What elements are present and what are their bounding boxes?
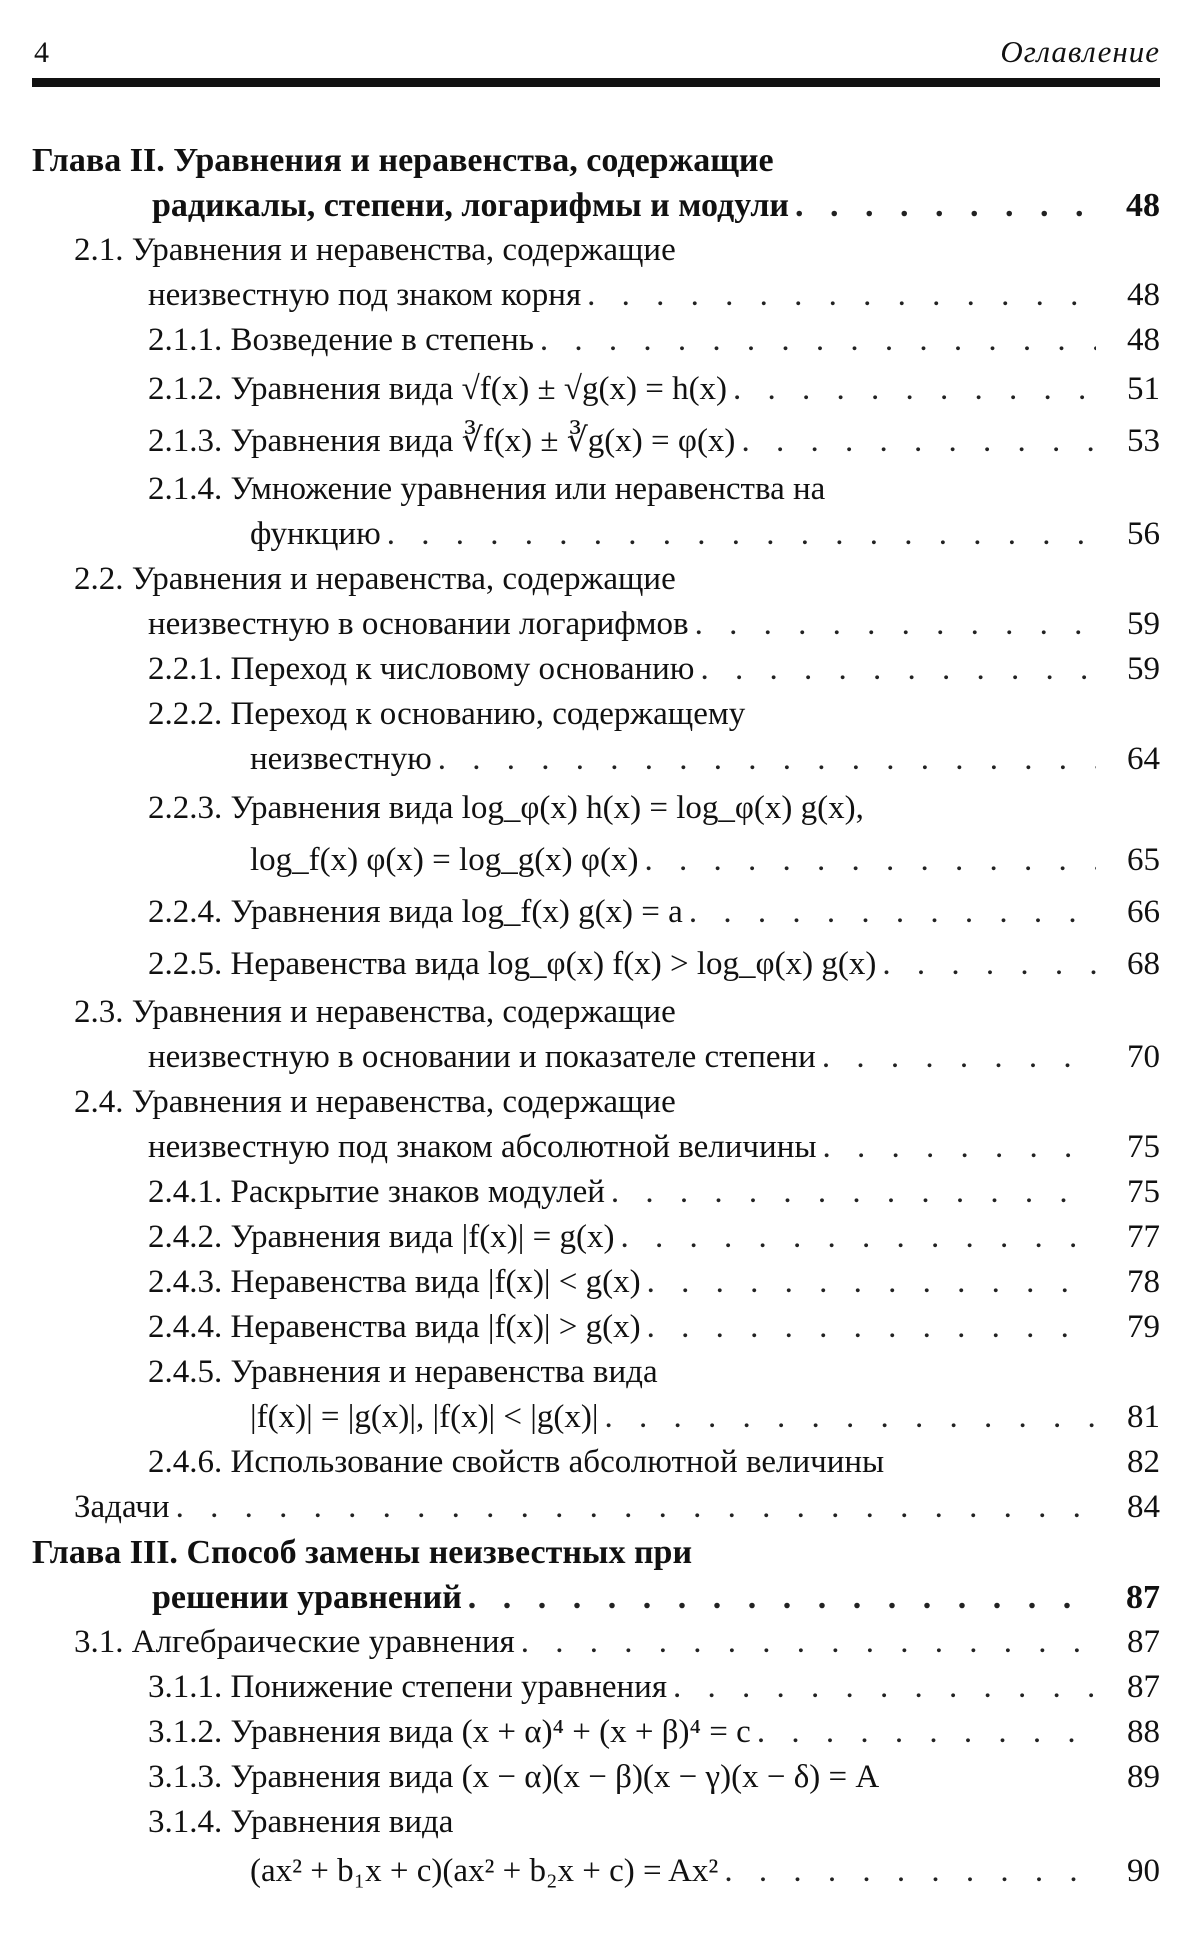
header-rule xyxy=(32,78,1160,87)
toc-entry-number: 2.3. xyxy=(74,994,124,1030)
toc-entry-page: 48 xyxy=(1127,277,1160,313)
toc-entry-page: 88 xyxy=(1127,1714,1160,1750)
toc-entry-page: 78 xyxy=(1127,1264,1160,1300)
toc-entry-page: 89 xyxy=(1127,1759,1160,1795)
toc-entry-page: 64 xyxy=(1127,741,1160,777)
toc-entry-title: Неравенства вида |f(x)| < g(x) xyxy=(230,1264,641,1300)
toc-entry-number: 2.1.1. xyxy=(148,322,223,358)
toc-entry[interactable] xyxy=(32,1845,1160,1897)
toc-entry[interactable] xyxy=(32,1800,1160,1845)
dot-leader xyxy=(757,1710,1096,1755)
toc-entry-number: 2.2.2. xyxy=(148,696,223,732)
toc-entry-number: 3.1.3. xyxy=(148,1759,223,1795)
toc-entry-title: Задачи xyxy=(74,1489,170,1525)
toc-entry-number: 2.2.5. xyxy=(148,946,223,982)
toc-entry-page: 82 xyxy=(1127,1444,1160,1480)
toc-entry[interactable] xyxy=(32,1665,1160,1710)
toc-entry[interactable] xyxy=(32,782,1160,834)
dot-leader xyxy=(521,1620,1096,1665)
toc-entry-page: 51 xyxy=(1127,371,1160,407)
page-number: 4 xyxy=(34,36,49,69)
toc-entry-title: решении уравнений xyxy=(152,1579,462,1616)
toc-entry[interactable] xyxy=(32,692,1160,737)
toc-entry-number: 2.4.2. xyxy=(148,1219,223,1255)
toc-entry[interactable] xyxy=(32,602,1160,647)
toc-entry-title: функцию xyxy=(250,516,381,552)
toc-entry-title: неизвестную под знаком абсолютной величины xyxy=(148,1129,817,1165)
toc-entry-title: Способ замены неизвестных при xyxy=(186,1534,693,1571)
toc-entry[interactable] xyxy=(32,228,1160,273)
toc-entry[interactable] xyxy=(32,886,1160,938)
toc-entry[interactable] xyxy=(32,1530,1160,1575)
toc-entry-title: Умножение уравнения или неравенства на xyxy=(230,471,826,507)
toc-entry-page: 90 xyxy=(1127,1853,1160,1889)
toc-entry-page: 65 xyxy=(1127,842,1160,878)
dot-leader xyxy=(673,1665,1096,1710)
toc-entry-page: 48 xyxy=(1126,187,1160,224)
toc-entry[interactable] xyxy=(32,1350,1160,1395)
toc-entry-page: 59 xyxy=(1127,606,1160,642)
toc-entry-title: неизвестную в основании логарифмов xyxy=(148,606,689,642)
toc-entry-title: Уравнения и неравенства, содержащие xyxy=(131,994,676,1030)
dot-leader xyxy=(689,886,1096,938)
toc-entry-page: 66 xyxy=(1127,894,1160,930)
dot-leader xyxy=(741,415,1096,467)
toc-entry[interactable] xyxy=(32,415,1160,467)
toc-entry-number: 2.2.4. xyxy=(148,894,223,930)
dot-leader xyxy=(882,938,1096,990)
table-of-contents xyxy=(32,138,1160,1897)
toc-entry[interactable] xyxy=(32,1485,1160,1530)
toc-entry-number: 3.1.1. xyxy=(148,1669,223,1705)
toc-entry[interactable] xyxy=(32,1440,1160,1485)
toc-entry-title: Уравнения вида ∛f(x) ± ∛g(x) = φ(x) xyxy=(230,423,736,459)
toc-entry-number: Глава II. xyxy=(32,142,165,179)
toc-entry[interactable] xyxy=(32,1215,1160,1260)
toc-entry-title: Уравнения вида (x + α)⁴ + (x + β)⁴ = c xyxy=(230,1714,751,1750)
toc-entry[interactable] xyxy=(32,1125,1160,1170)
toc-entry-page: 79 xyxy=(1127,1309,1160,1345)
toc-entry-page: 70 xyxy=(1127,1039,1160,1075)
toc-entry-number: 2.4.3. xyxy=(148,1264,223,1300)
dot-leader xyxy=(822,1035,1096,1080)
toc-entry[interactable] xyxy=(32,737,1160,782)
toc-entry-number: Глава III. xyxy=(32,1534,178,1571)
toc-entry[interactable] xyxy=(32,1395,1160,1440)
toc-entry[interactable] xyxy=(32,1620,1160,1665)
toc-entry-page: 59 xyxy=(1127,651,1160,687)
toc-entry-number: 2.4.6. xyxy=(148,1444,223,1480)
dot-leader xyxy=(700,647,1096,692)
toc-entry[interactable] xyxy=(32,1575,1160,1620)
toc-entry-title: Раскрытие знаков модулей xyxy=(230,1174,605,1210)
dot-leader xyxy=(540,318,1096,363)
page-header xyxy=(32,30,1160,76)
dot-leader xyxy=(823,1125,1096,1170)
toc-entry-number: 2.4.1. xyxy=(148,1174,223,1210)
toc-entry-title: Неравенства вида |f(x)| > g(x) xyxy=(230,1309,641,1345)
toc-entry[interactable] xyxy=(32,467,1160,512)
dot-leader xyxy=(695,602,1096,647)
toc-entry-title: Уравнения и неравенства вида xyxy=(230,1354,658,1390)
toc-entry[interactable] xyxy=(32,1035,1160,1080)
toc-entry-title: Неравенства вида log_φ(x) f(x) > log_φ(x) g(x) xyxy=(230,946,877,982)
toc-entry-page: 84 xyxy=(1127,1489,1160,1525)
toc-entry-number: 2.4.5. xyxy=(148,1354,223,1390)
toc-entry[interactable] xyxy=(32,138,1160,183)
toc-entry-number: 2.2.1. xyxy=(148,651,223,687)
toc-entry-title: Возведение в степень xyxy=(230,322,534,358)
toc-entry-title: неизвестную под знаком корня xyxy=(148,277,582,313)
toc-entry-number: 3.1.4. xyxy=(148,1804,223,1840)
toc-entry-number: 3.1.2. xyxy=(148,1714,223,1750)
dot-leader xyxy=(468,1575,1096,1620)
dot-leader xyxy=(795,183,1096,228)
toc-entry[interactable] xyxy=(32,990,1160,1035)
toc-entry[interactable] xyxy=(32,938,1160,990)
toc-entry-page: 75 xyxy=(1127,1174,1160,1210)
toc-entry-number: 2.4.4. xyxy=(148,1309,223,1345)
toc-entry-title: Понижение степени уравнения xyxy=(230,1669,668,1705)
toc-entry-title: (ax² + b₁x + c)(ax² + b₂x + c) = Ax² xyxy=(250,1853,719,1889)
toc-entry-page: 75 xyxy=(1127,1129,1160,1165)
toc-entry[interactable] xyxy=(32,183,1160,228)
toc-entry-page: 87 xyxy=(1127,1669,1160,1705)
toc-entry-number: 2.4. xyxy=(74,1084,124,1120)
toc-entry[interactable] xyxy=(32,1080,1160,1125)
toc-entry-title: log_f(x) φ(x) = log_g(x) φ(x) xyxy=(250,842,639,878)
toc-entry-number: 2.1.4. xyxy=(148,471,223,507)
dot-leader xyxy=(647,1305,1096,1350)
toc-entry[interactable] xyxy=(32,512,1160,557)
dot-leader xyxy=(438,737,1096,782)
dot-leader xyxy=(724,1845,1096,1897)
toc-entry-title: Переход к числовому основанию xyxy=(230,651,695,687)
toc-entry[interactable] xyxy=(32,273,1160,318)
toc-entry-title: Уравнения и неравенства, содержащие xyxy=(131,232,676,268)
toc-entry-title: Уравнения вида √f(x) ± √g(x) = h(x) xyxy=(230,371,728,407)
dot-leader xyxy=(620,1215,1096,1260)
toc-entry-title: |f(x)| = |g(x)|, |f(x)| < |g(x)| xyxy=(250,1399,599,1435)
toc-entry-page: 68 xyxy=(1127,946,1160,982)
toc-entry-title: неизвестную в основании и показателе степени xyxy=(148,1039,816,1075)
toc-entry-title: Переход к основанию, содержащему xyxy=(230,696,746,732)
dot-leader xyxy=(611,1170,1096,1215)
toc-entry-title: Уравнения вида log_φ(x) h(x) = log_φ(x) g(x), xyxy=(230,790,864,826)
toc-entry[interactable] xyxy=(32,1170,1160,1215)
toc-entry[interactable] xyxy=(32,834,1160,886)
toc-entry-title: Уравнения вида xyxy=(230,1804,454,1840)
toc-entry-title: Уравнения и неравенства, содержащие xyxy=(131,561,676,597)
dot-leader xyxy=(647,1260,1096,1305)
running-title: Оглавление xyxy=(1000,34,1160,69)
toc-entry-title: Уравнения и неравенства, содержащие xyxy=(131,1084,676,1120)
toc-entry-title: Использование свойств абсолютной величины xyxy=(230,1444,885,1480)
toc-entry-title: Уравнения и неравенства, содержащие xyxy=(173,142,774,179)
toc-entry-page: 56 xyxy=(1127,516,1160,552)
toc-entry[interactable] xyxy=(32,1755,1160,1800)
toc-entry-page: 77 xyxy=(1127,1219,1160,1255)
dot-leader xyxy=(176,1485,1096,1530)
dot-leader xyxy=(733,363,1096,415)
toc-entry-title: Уравнения вида |f(x)| = g(x) xyxy=(230,1219,615,1255)
toc-entry-title: Уравнения вида (x − α)(x − β)(x − γ)(x − δ) = A xyxy=(230,1759,880,1795)
toc-entry-number: 2.1. xyxy=(74,232,124,268)
toc-entry-page: 81 xyxy=(1127,1399,1160,1435)
toc-entry-number: 2.1.2. xyxy=(148,371,223,407)
toc-entry[interactable] xyxy=(32,1305,1160,1350)
dot-leader xyxy=(587,273,1096,318)
toc-entry-title: Алгебраические уравнения xyxy=(131,1624,515,1660)
dot-leader xyxy=(644,834,1096,886)
dot-leader xyxy=(604,1395,1096,1440)
toc-entry[interactable] xyxy=(32,1260,1160,1305)
toc-entry[interactable] xyxy=(32,363,1160,415)
toc-entry-title: радикалы, степени, логарифмы и модули xyxy=(152,187,790,224)
toc-entry[interactable] xyxy=(32,318,1160,363)
toc-entry-page: 87 xyxy=(1127,1624,1160,1660)
toc-entry-page: 48 xyxy=(1127,322,1160,358)
toc-entry-number: 2.2.3. xyxy=(148,790,223,826)
toc-entry-page: 87 xyxy=(1126,1579,1160,1616)
toc-entry-title: неизвестную xyxy=(250,741,432,777)
toc-entry-number: 2.2. xyxy=(74,561,124,597)
toc-entry-title: Уравнения вида log_f(x) g(x) = a xyxy=(230,894,683,930)
toc-entry-number: 2.1.3. xyxy=(148,423,223,459)
toc-entry-number: 3.1. xyxy=(74,1624,124,1660)
toc-entry[interactable] xyxy=(32,1710,1160,1755)
toc-entry-page: 53 xyxy=(1127,423,1160,459)
toc-entry[interactable] xyxy=(32,557,1160,602)
dot-leader xyxy=(387,512,1096,557)
toc-entry[interactable] xyxy=(32,647,1160,692)
